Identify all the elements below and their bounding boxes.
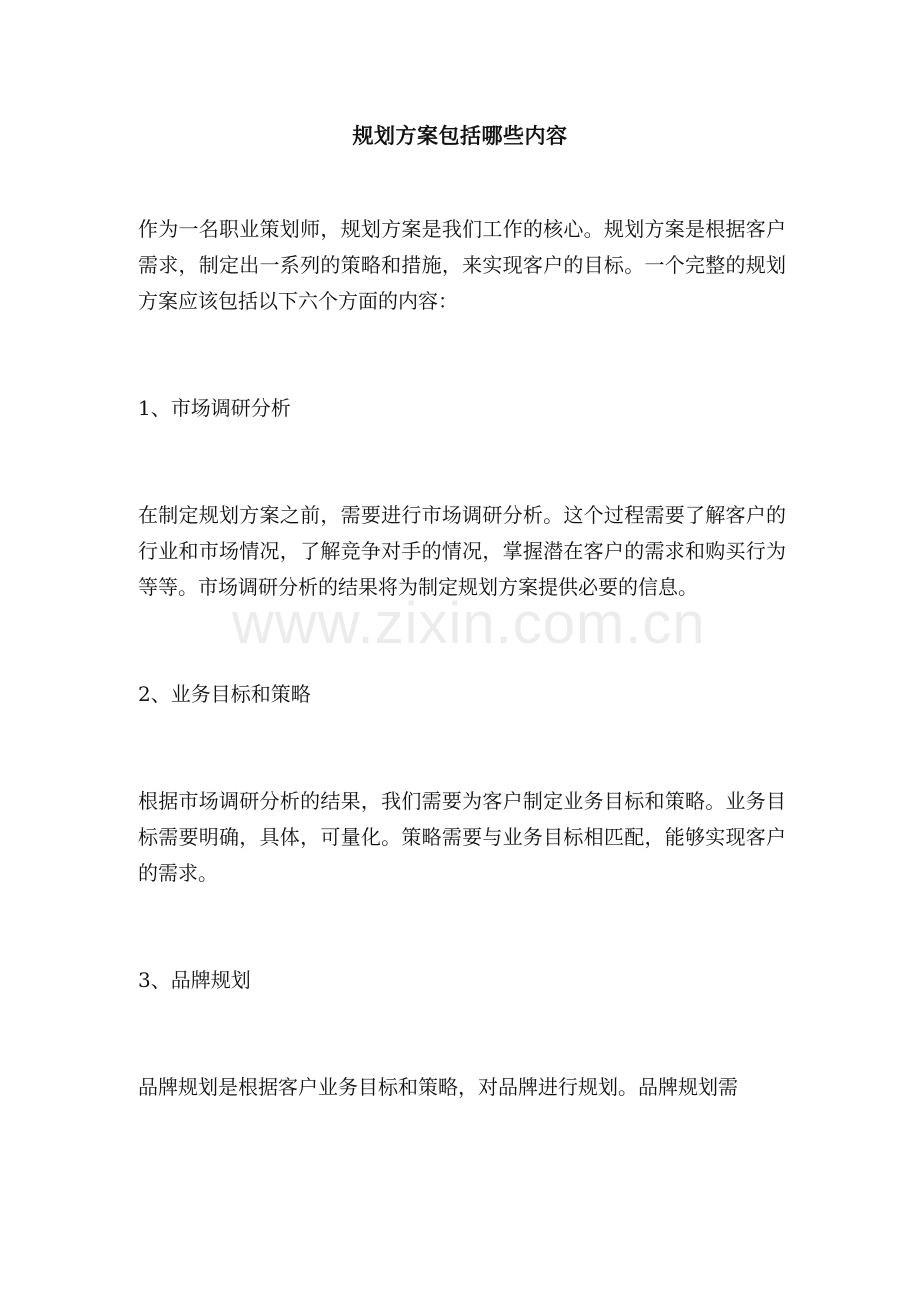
paragraph-section-1: 在制定规划方案之前，需要进行市场调研分析。这个过程需要了解客户的行业和市场情况，了解竞争对手的情况，掌握潜在客户的需求和购买行为等等。市场调研分析的结果将为制定规划方案提供必要的信息。 (138, 503, 786, 599)
paragraph-section-2: 根据市场调研分析的结果，我们需要为客户制定业务目标和策略。业务目标需要明确，具体，可量化。策略需要与业务目标相匹配，能够实现客户的需求。 (138, 789, 786, 885)
paragraph-section-3: 品牌规划是根据客户业务目标和策略，对品牌进行规划。品牌规划需 (138, 1075, 738, 1099)
page-title: 规划方案包括哪些内容 (352, 123, 568, 148)
section-heading-1: 1、市场调研分析 (138, 396, 291, 420)
paragraph-intro: 作为一名职业策划师，规划方案是我们工作的核心。规划方案是根据客户需求，制定出一系列的策略和措施，来实现客户的目标。一个完整的规划方案应该包括以下六个方面的内容： (138, 217, 786, 313)
document-body (138, 211, 786, 1105)
section-heading-2: 2、业务目标和策略 (138, 682, 311, 706)
section-heading-3: 3、品牌规划 (138, 968, 251, 992)
watermark-text: www.zixin.com.cn (232, 591, 706, 656)
